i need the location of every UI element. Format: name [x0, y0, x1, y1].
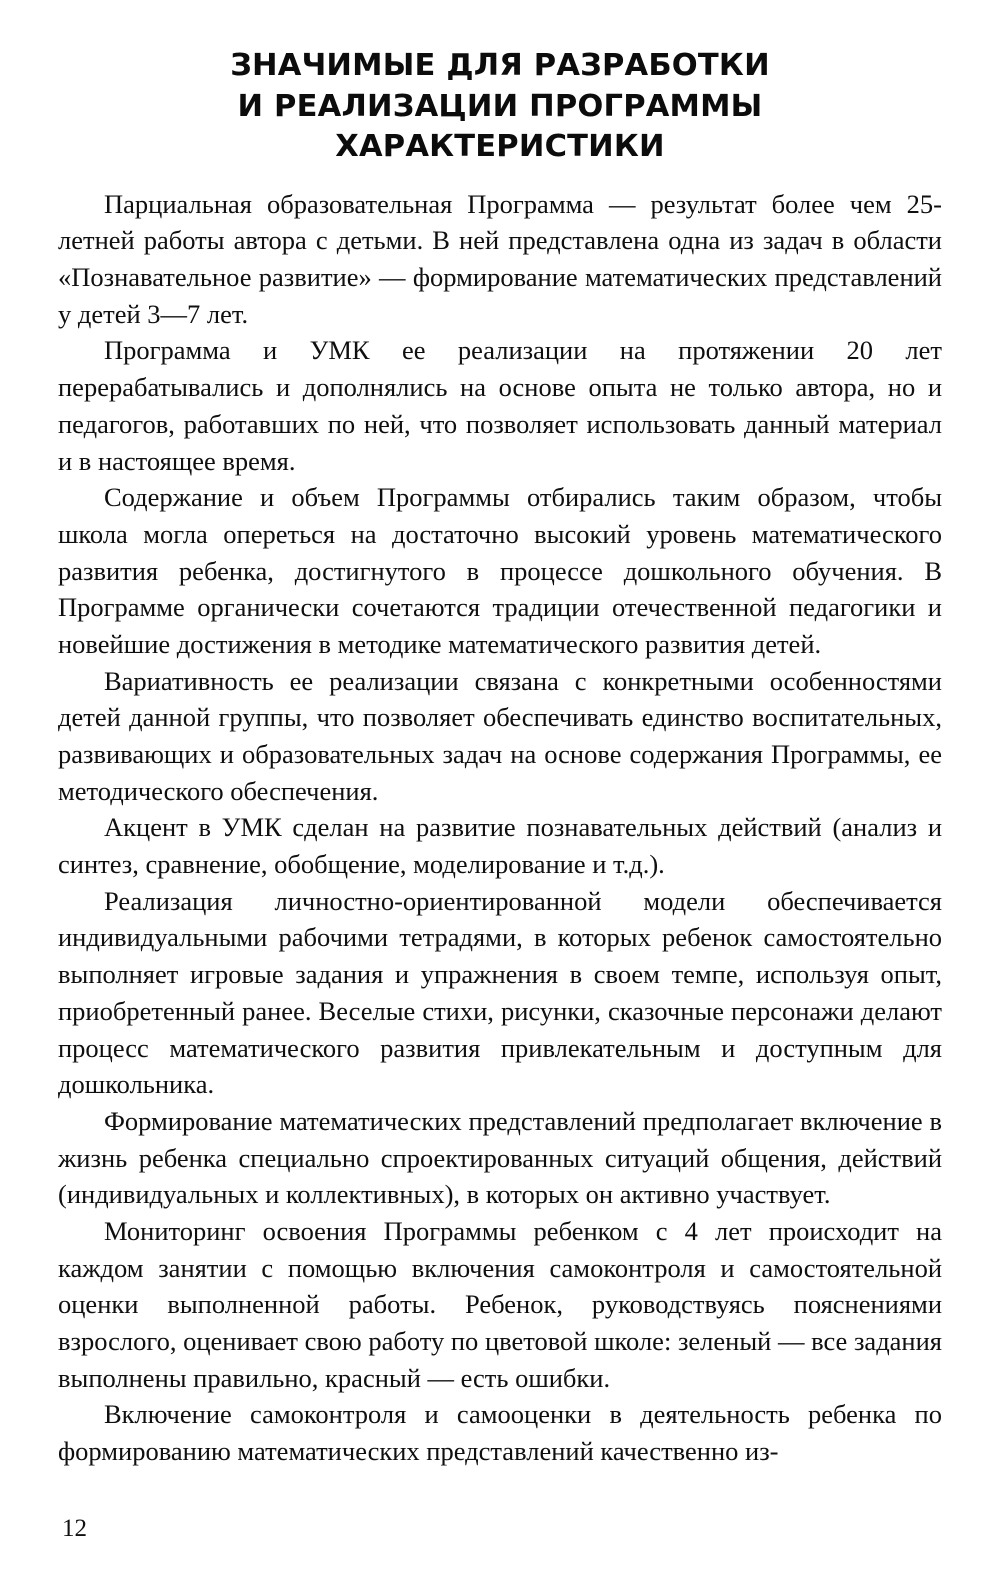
page-title: [58, 46, 942, 168]
paragraph: Акцент в УМК сделан на развитие познавательных действий (анализ и синтез, сравнение, обобщение, моделирование и т.д.).: [58, 812, 942, 880]
body-text: [58, 186, 942, 1470]
paragraph: Реализация личностно-ориентированной модели обеспечивается индивидуальными рабочими тетрадями, в которых ребенок самостоятельно выполняет игровые задания и упражнения в своем темпе, используя опыт, приобретенный ранее. Веселые стихи, рисунки, сказочные персонажи делают процесс математического развития привлекательным и доступным для дошкольника.: [58, 885, 942, 1100]
paragraph: Парциальная образовательная Программа — результат более чем 25-летней работы автора с детьми. В ней представлена одна из задач в области «Познавательное развитие» — формирование математических представлений у детей 3—7 лет.: [58, 188, 942, 329]
paragraph: Содержание и объем Программы отбирались таким образом, чтобы школа могла опереться на достаточно высокий уровень математического развития ребенка, достигнутого в процессе дошкольного обучения. В Программе органически сочетаются традиции отечественной педагогики и новейшие достижения в методике математического развития детей.: [58, 482, 942, 659]
page-title-line-2: И РЕАЛИЗАЦИИ ПРОГРАММЫ: [237, 88, 763, 124]
paragraph: Мониторинг освоения Программы ребенком с 4 лет происходит на каждом занятии с помощью включения самоконтроля и самостоятельной оценки выполненной работы. Ребенок, руководствуясь пояснениями взрослого, оценивает свою работу по цветовой школе: зеленый — все задания выполнены правильно, красный — есть ошибки.: [58, 1215, 942, 1393]
page-number: 12: [62, 1515, 87, 1542]
paragraph: Программа и УМК ее реализации на протяжении 20 лет перерабатывались и дополнялись на основе опыта не только автора, но и педагогов, работавших по ней, что позволяет использовать данный материал и в настоящее время.: [58, 335, 942, 476]
paragraph: Включение самоконтроля и самооценки в деятельность ребенка по формированию математических представлений качественно из-: [58, 1399, 942, 1467]
paragraph: Формирование математических представлений предполагает включение в жизнь ребенка специально спроектированных ситуаций общения, действий (индивидуальных и коллективных), в которых он активно участвует.: [58, 1105, 942, 1210]
paragraph: Вариативность ее реализации связана с конкретными особенностями детей данной группы, что позволяет обеспечивать единство воспитательных, развивающих и образовательных задач на основе содержания Программы, ее методического обеспечения.: [58, 665, 942, 806]
page-title-line-3: ХАРАКТЕРИСТИКИ: [335, 129, 665, 165]
page-title-line-1: ЗНАЧИМЫЕ ДЛЯ РАЗРАБОТКИ: [230, 48, 770, 83]
